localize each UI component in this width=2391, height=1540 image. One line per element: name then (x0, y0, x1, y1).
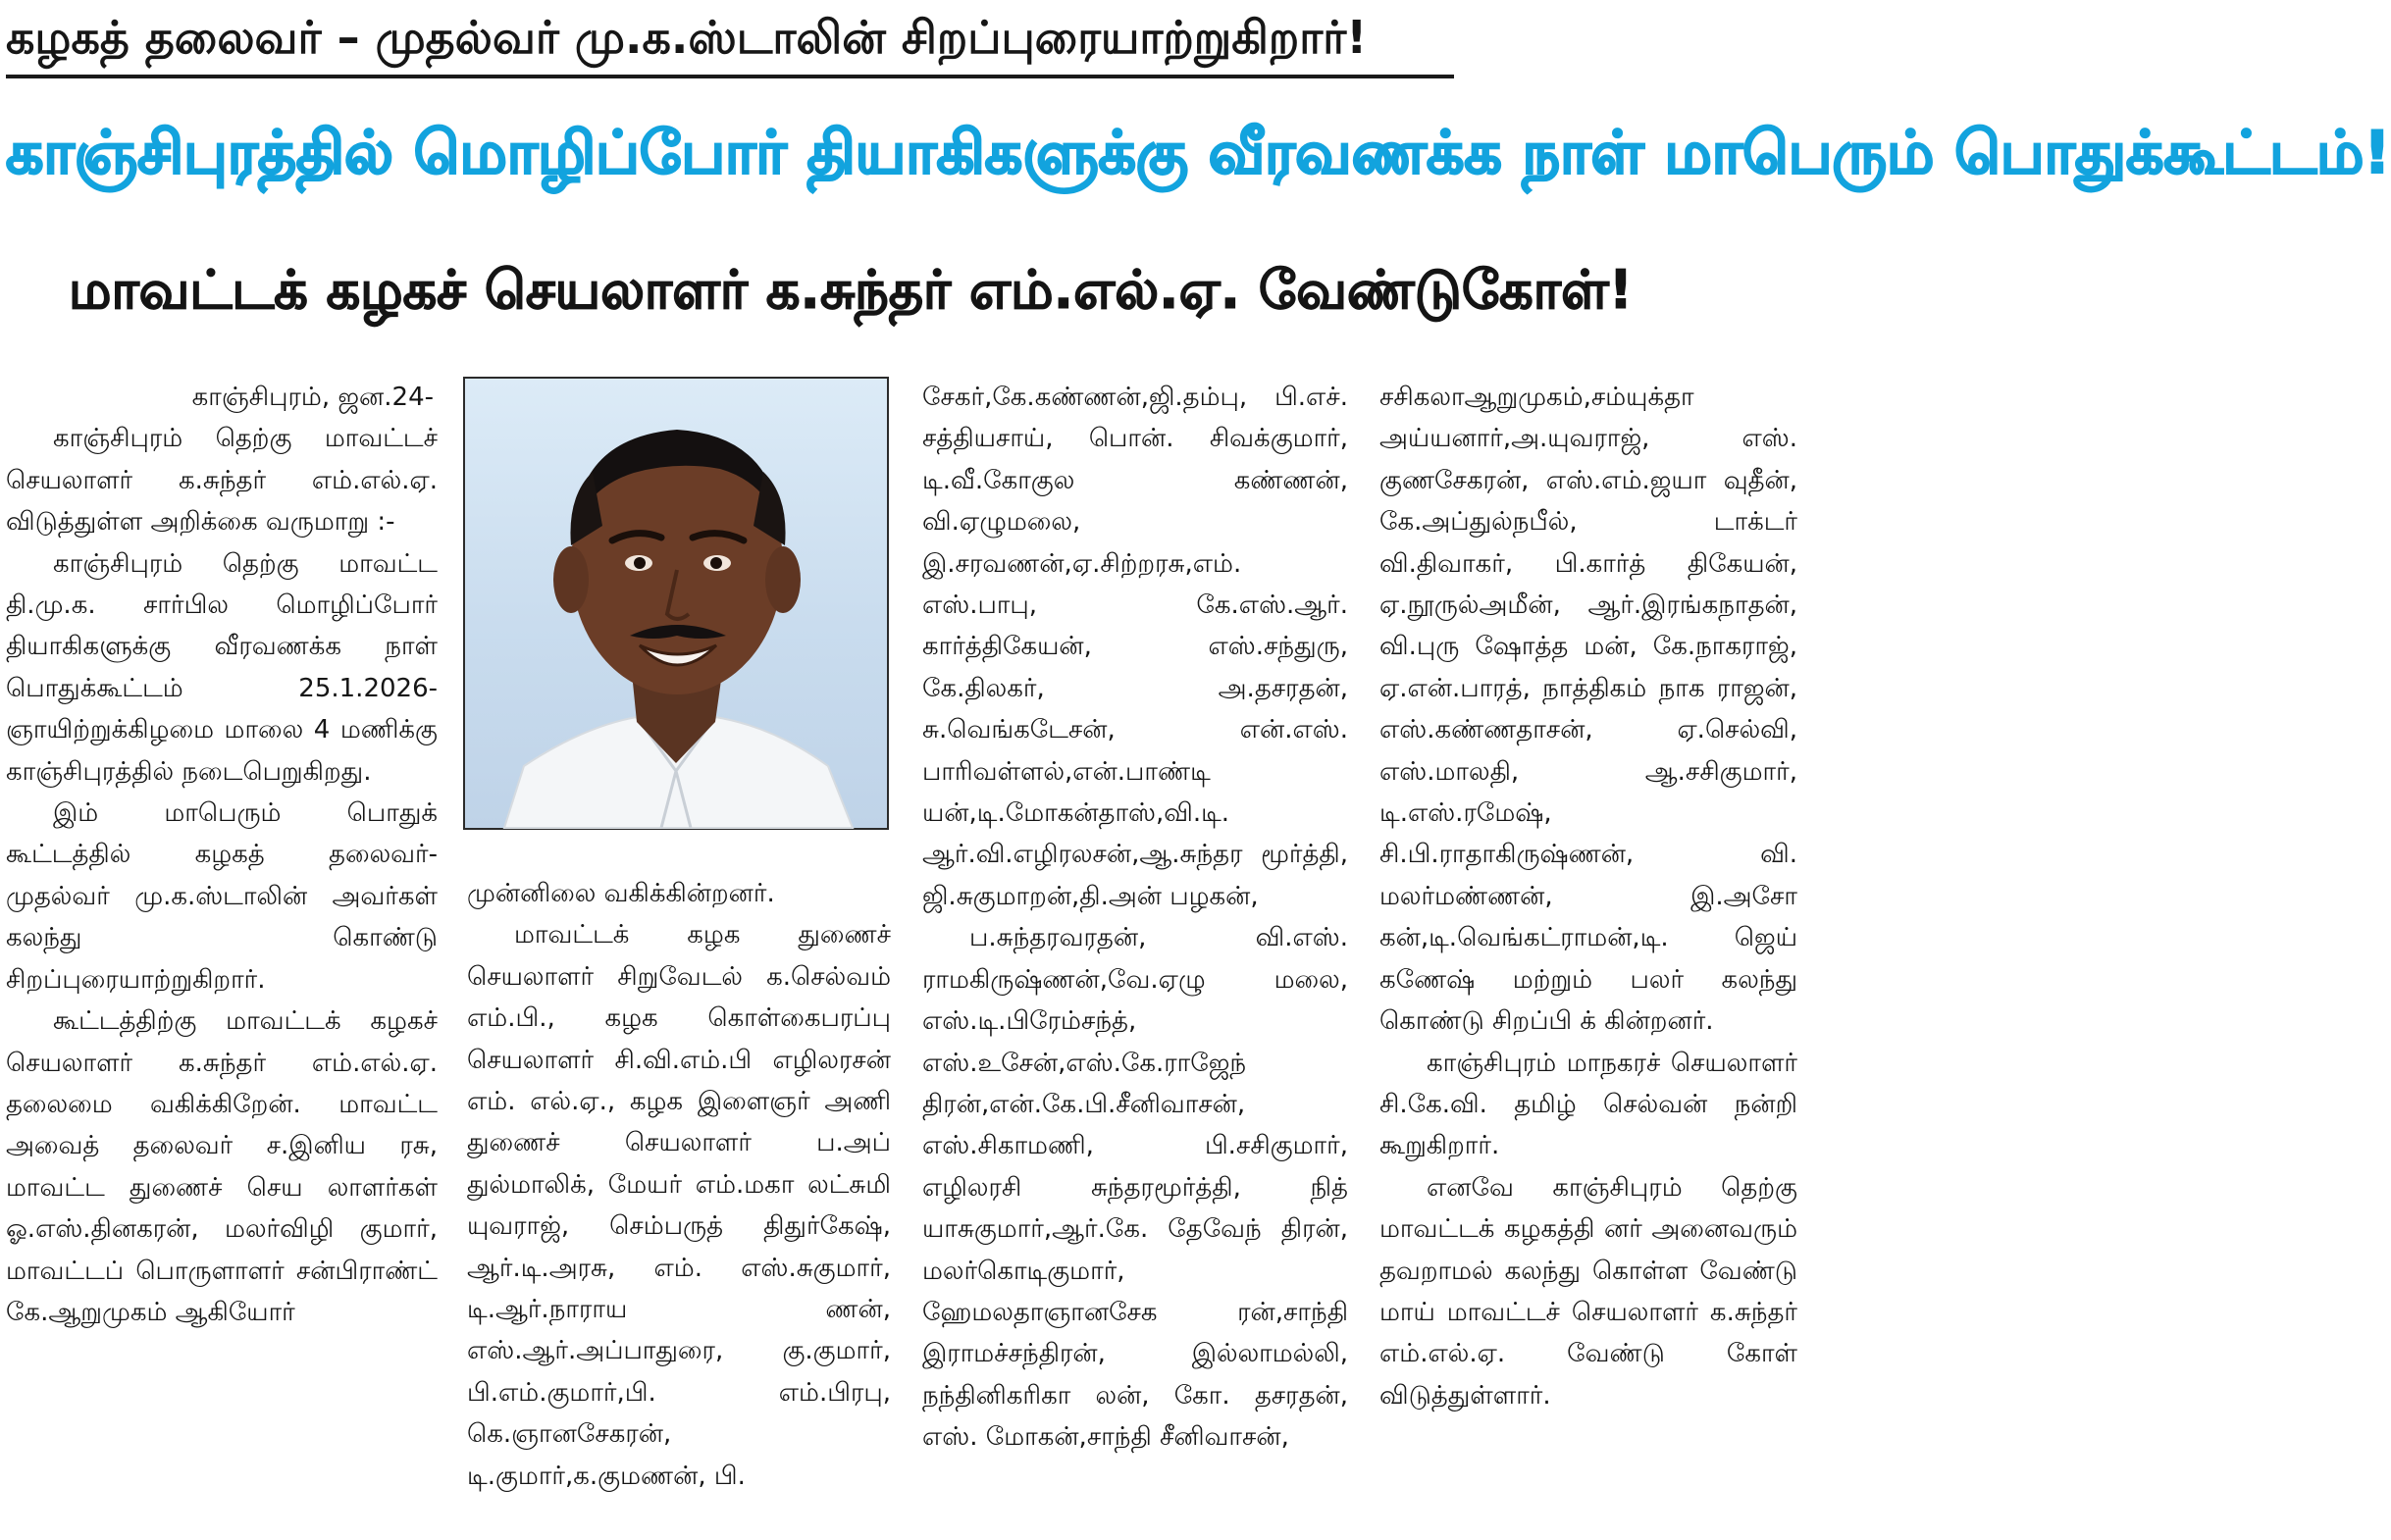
paragraph: ப.சுந்தரவரதன், வி.எஸ். ராமகிருஷ்ணன்,வே.ஏழு மலை, எஸ்.டி.பிரேம்சந்த், எஸ்.உசேன்,எஸ்.கே.ராஜேந் திரன்,என்.கே.பி.சீனிவாசன், எஸ்.சிகாமணி, பி.சசிகுமார், எழிலரசி சுந்தரமூர்த்தி, நித் யாசுகுமார்,ஆர்.கே. தேவேந் திரன், மலர்கொடிகுமார், ஹேமலதாஞானசேக ரன்,சாந்தி இராமச்சந்திரன், இல்லாமல்லி, நந்தினிகரிகா லன், கோ. தசரதன், எஸ். மோகன்,சாந்தி சீனிவாசன், (922, 923, 1348, 1453)
article-column-1 (6, 377, 438, 1534)
paragraph: மாவட்டக் கழக துணைச் செயலாளர் சிறுவேடல் க.செல்வம் எம்.பி., கழக கொள்கைபரப்பு செயலாளர் சி.வி.எம்.பி எழிலரசன் எம். எல்.ஏ., கழக இளைஞர் அணி துணைச் செயலாளர் ப.அப் துல்மாலிக், மேயர் எம்.மகா லட்சுமி யுவராஜ், செம்பருத் திதுர்கேஷ், ஆர்.டி.அரசு, எம். எஸ்.சுகுமார், டி.ஆர்.நாராய ணன், எஸ்.ஆர்.அப்பாதுரை, கு.குமார், பி.எம்.குமார்,பி. எம்.பிரபு, கெ.ஞானசேகரன், டி.குமார்,க.குமணன், பி. (467, 920, 891, 1491)
kicker-headline: கழகத் தலைவர் – முதல்வர் மு.க.ஸ்டாலின் சிறப்புரையாற்றுகிறார்! (6, 11, 1368, 64)
paragraph: காஞ்சிபுரம் தெற்கு மாவட்டச் செயலாளர் க.சுந்தர் எம்.எல்.ஏ. விடுத்துள்ள அறிக்கை வருமாறு :- (6, 424, 438, 538)
main-headline: காஞ்சிபுரத்தில் மொழிப்போர் தியாகிகளுக்கு வீரவணக்க நாள் மாபெரும் பொதுக்கூட்டம்! (6, 119, 2391, 187)
sub-headline: மாவட்டக் கழகச் செயலாளர் க.சுந்தர் எம்.எல்.ஏ. வேண்டுகோள்! (69, 259, 1634, 321)
article-column-2 (467, 873, 891, 1540)
paragraph: சேகர்,கே.கண்ணன்,ஜி.தம்பு, பி.எச். சத்தியசாய், பொன். சிவக்குமார், டி.வீ.கோகுல கண்ணன், வி.ஏழுமலை, இ.சரவணன்,ஏ.சிற்றரசு,எம். எஸ்.பாபு, கே.எஸ்.ஆர். கார்த்திகேயன், எஸ்.சந்துரு, கே.திலகர், அ.தசரதன், சு.வெங்கடேசன், என்.எஸ். பாரிவள்ளல்,என்.பாண்டி யன்,டி.மோகன்தாஸ்,வி.டி. ஆர்.வி.எழிரலசன்,ஆ.சுந்தர மூர்த்தி, ஜி.சுகுமாறன்,தி.அன் பழகன், (922, 383, 1348, 911)
paragraph: முன்னிலை வகிக்கின்றனர். (467, 879, 775, 908)
paragraph: இம் மாபெரும் பொதுக் கூட்டத்தில் கழகத் தலைவர்- முதல்வர் மு.க.ஸ்டாலின் அவர்கள் கலந்து கொண்டு சிறப்புரையாற்றுகிறார். (6, 798, 438, 995)
paragraph: காஞ்சிபுரம் தெற்கு மாவட்ட தி.மு.க. சார்பில மொழிப்போர் தியாகிகளுக்கு வீரவணக்க நாள் பொதுக்கூட்டம் 25.1.2026- ஞாயிற்றுக்கிழமை மாலை 4 மணிக்கு காஞ்சிபுரத்தில் நடைபெறுகிறது. (6, 548, 438, 787)
paragraph: எனவே காஞ்சிபுரம் தெற்கு மாவட்டக் கழகத்தி னர் அனைவரும் தவறாமல் கலந்து கொள்ள வேண்டு மாய் மாவட்டச் செயலாளர் க.சுந்தர் எம்.எல்.ஏ. வேண்டு கோள் விடுத்துள்ளார். (1379, 1172, 1797, 1411)
kicker-underline (6, 75, 1454, 78)
article-column-4 (1379, 377, 1797, 1534)
paragraph: காஞ்சிபுரம் மாநகரச் செயலாளர் சி.கே.வி. தமிழ் செல்வன் நன்றி கூறுகிறார். (1379, 1048, 1797, 1161)
paragraph: சசிகலாஆறுமுகம்,சம்யுக்தா அய்யனார்,அ.யுவராஜ், எஸ். குணசேகரன், எஸ்.எம்.ஜயா வுதீன், கே.அப்துல்நபீல், டாக்டர் வி.திவாகர், பி.கார்த் திகேயன், ஏ.நூருல்அமீன், ஆர்.இரங்கநாதன், வி.புரு ஷோத்த மன், கே.நாகராஜ், ஏ.என்.பாரத், நாத்திகம் நாக ராஜன், எஸ்.கண்ணதாசன், ஏ.செல்வி, எஸ்.மாலதி, ஆ.சசிகுமார், டி.எஸ்.ரமேஷ், சி.பி.ராதாகிருஷ்ணன், வி. மலர்மண்ணன், இ.அசோ கன்,டி.வெங்கட்ராமன்,டி. ஜெய் கணேஷ் மற்றும் பலர் கலந்து கொண்டு சிறப்பி க் கின்றனர். (1379, 383, 1797, 1037)
portrait-photo (463, 377, 889, 830)
portrait-illustration (465, 379, 887, 828)
dateline: காஞ்சிபுரம், ஜன.24- (191, 383, 434, 412)
article-column-3 (922, 377, 1348, 1534)
paragraph: கூட்டத்திற்கு மாவட்டக் கழகச் செயலாளர் க.சுந்தர் எம்.எல்.ஏ. தலைமை வகிக்கிறேன். மாவட்ட அவைத் தலைவர் ச.இனிய ரசு, மாவட்ட துணைச் செய லாளர்கள் ஓ.எஸ்.தினகரன், மலர்விழி குமார், மாவட்டப் பொருளாளர் சன்பிராண்ட் கே.ஆறுமுகம் ஆகியோர் (6, 1006, 438, 1327)
